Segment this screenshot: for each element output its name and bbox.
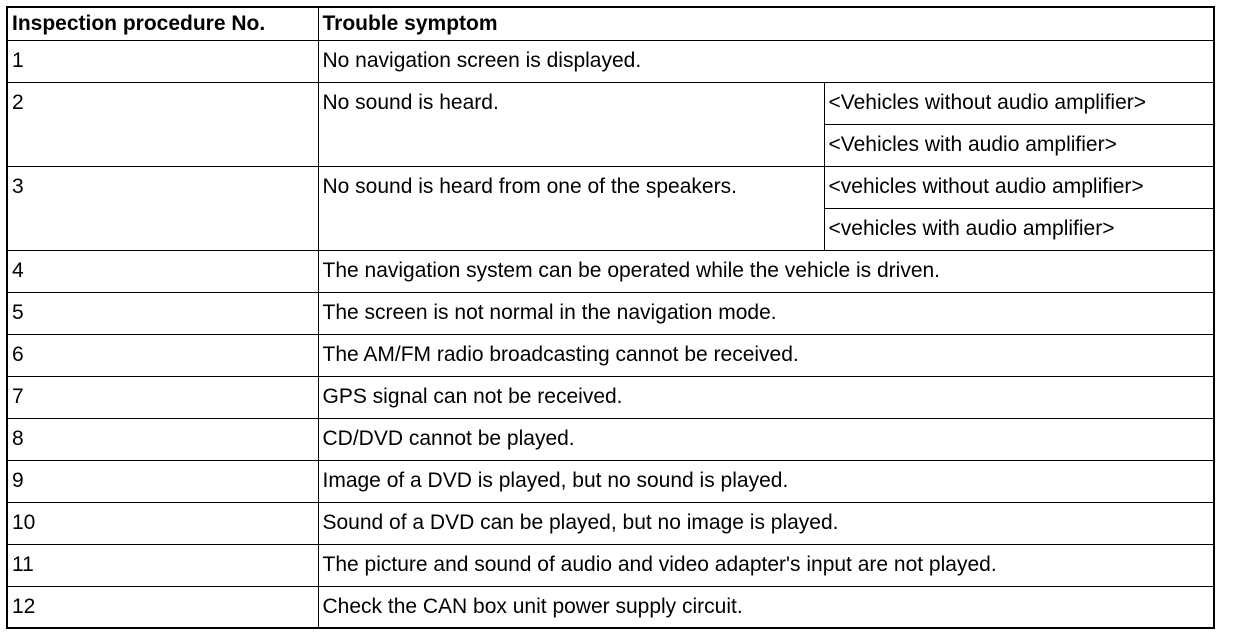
table-header-row [7, 7, 1214, 40]
trouble-symptom: CD/DVD cannot be played. [318, 418, 1214, 460]
trouble-symptom: Image of a DVD is played, but no sound is played. [318, 460, 1214, 502]
table-row [7, 502, 1214, 544]
table-row [7, 250, 1214, 292]
header-procedure-no: Inspection procedure No. [7, 7, 318, 40]
procedure-number: 10 [7, 502, 318, 544]
procedure-number: 4 [7, 250, 318, 292]
vehicle-variant: <Vehicles without audio amplifier> [824, 82, 1214, 124]
procedure-number: 3 [7, 166, 318, 250]
trouble-symptom: The screen is not normal in the navigation mode. [318, 292, 1214, 334]
vehicle-variant: <vehicles with audio amplifier> [824, 208, 1214, 250]
table-row [7, 166, 1214, 208]
table-row [7, 460, 1214, 502]
vehicle-variant: <Vehicles with audio amplifier> [824, 124, 1214, 166]
procedure-number: 12 [7, 586, 318, 628]
table-row [7, 82, 1214, 124]
header-trouble-symptom: Trouble symptom [318, 7, 1214, 40]
trouble-symptom: No sound is heard from one of the speakers. [318, 166, 824, 250]
trouble-symptom: GPS signal can not be received. [318, 376, 1214, 418]
table-row [7, 292, 1214, 334]
procedure-number: 5 [7, 292, 318, 334]
procedure-number: 1 [7, 40, 318, 82]
trouble-symptom: No sound is heard. [318, 82, 824, 166]
table-row [7, 586, 1214, 628]
procedure-number: 9 [7, 460, 318, 502]
procedure-number: 6 [7, 334, 318, 376]
table-row [7, 418, 1214, 460]
procedure-number: 8 [7, 418, 318, 460]
inspection-procedure-table [6, 6, 1215, 629]
table-row [7, 376, 1214, 418]
table-row [7, 40, 1214, 82]
table-row [7, 334, 1214, 376]
procedure-number: 2 [7, 82, 318, 166]
trouble-symptom: Sound of a DVD can be played, but no image is played. [318, 502, 1214, 544]
trouble-symptom: The AM/FM radio broadcasting cannot be received. [318, 334, 1214, 376]
vehicle-variant: <vehicles without audio amplifier> [824, 166, 1214, 208]
trouble-symptom: The picture and sound of audio and video adapter's input are not played. [318, 544, 1214, 586]
trouble-symptom: Check the CAN box unit power supply circuit. [318, 586, 1214, 628]
table-row [7, 544, 1214, 586]
trouble-symptom: The navigation system can be operated while the vehicle is driven. [318, 250, 1214, 292]
procedure-number: 7 [7, 376, 318, 418]
trouble-symptom: No navigation screen is displayed. [318, 40, 1214, 82]
procedure-number: 11 [7, 544, 318, 586]
